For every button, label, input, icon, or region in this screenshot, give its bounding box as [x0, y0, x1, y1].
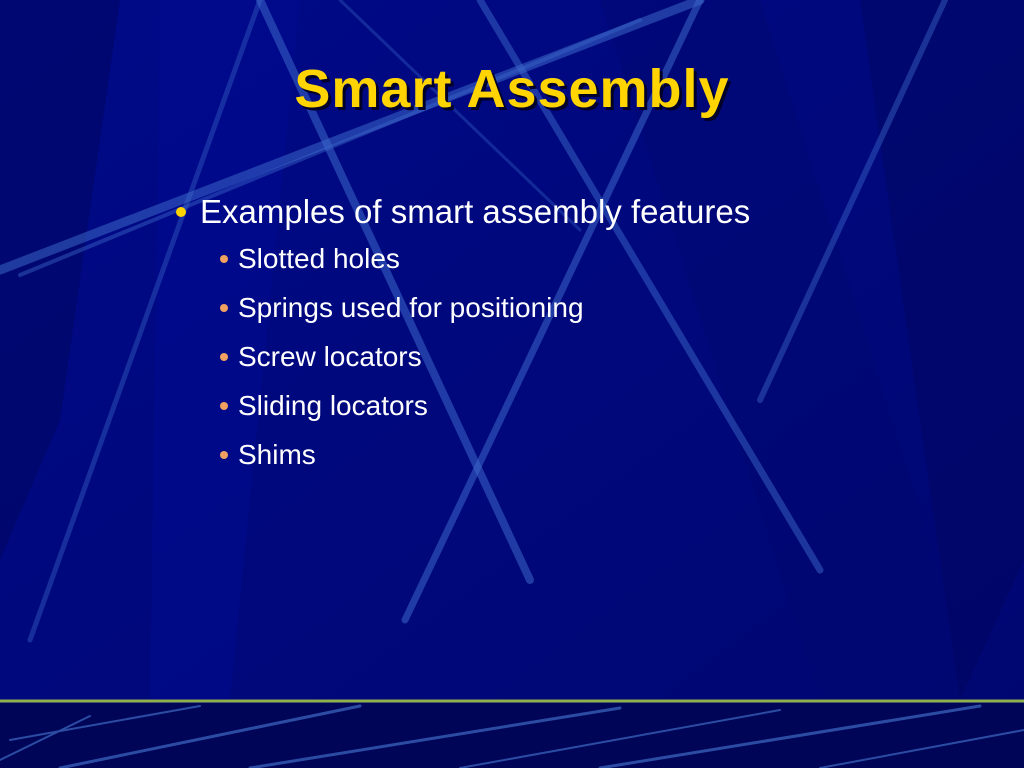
bullet-dot-icon — [220, 451, 228, 459]
bullet-text: Slotted holes — [238, 242, 400, 274]
bullet-item-examples — [174, 190, 934, 234]
bullet-list — [174, 190, 934, 479]
bullet-text: Shims — [238, 438, 316, 470]
bullet-text: Sliding locators — [238, 389, 428, 421]
bullet-text: Springs used for positioning — [238, 291, 584, 323]
bullet-dot-icon — [220, 402, 228, 410]
bullet-item-shims — [220, 430, 934, 479]
slide-title: Smart Assembly — [294, 59, 730, 119]
bullet-dot-icon — [220, 353, 228, 361]
bullet-item-sliding-locators — [220, 381, 934, 430]
bullet-dot-icon — [176, 207, 186, 217]
bullet-item-slotted-holes — [220, 234, 934, 283]
bullet-text: Screw locators — [238, 340, 422, 372]
bullet-dot-icon — [220, 255, 228, 263]
bullet-item-screw-locators — [220, 332, 934, 381]
bullet-text: Examples of smart assembly features — [200, 193, 751, 230]
bullet-item-springs — [220, 283, 934, 332]
bullet-dot-icon — [220, 304, 228, 312]
